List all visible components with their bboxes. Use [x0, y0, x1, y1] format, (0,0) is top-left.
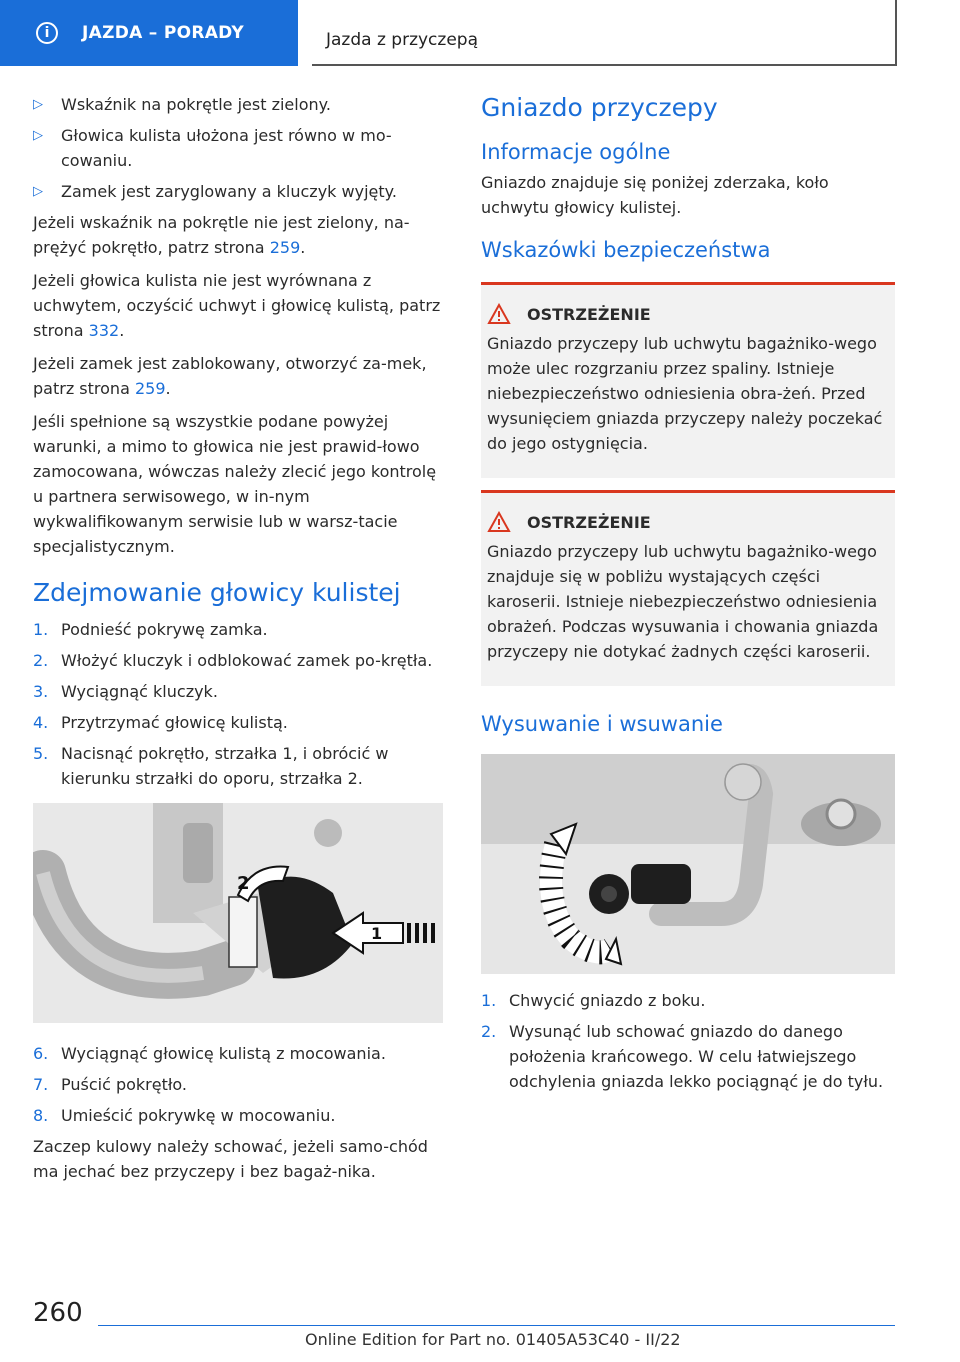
page-number: 260 [33, 1298, 83, 1328]
paragraph: Jeżeli głowica kulista nie jest wyrównana z uchwytem, oczyścić uchwyt i głowicę kulistą, patrz strona 332. [33, 271, 441, 340]
figure-label-2: 2 [237, 873, 250, 894]
warning-title: OSTRZEŻENIE [527, 304, 651, 324]
left-column [33, 92, 443, 1192]
warning-triangle-icon [487, 511, 513, 533]
step-item: 2. Wysunąć lub schować gniazdo do danego położenia krańcowego. W celu łatwiejszego odchylenia gniazda lekko pociągnąć je do tyłu. [481, 1022, 884, 1091]
paragraph: Jeśli spełnione są wszystkie podane powyżej warunki, a mimo to głowica nie jest prawid-łowo zamocowana, wówczas należy zlecić jego kontrolę u partnera serwisowego, w in-nym wykwalifikowanym serwisie lub w warsz-tacie specjalistycznym. [33, 412, 437, 556]
page-title: Jazda z przyczepą [326, 30, 478, 50]
triangle-bullet-icon: ▷ [33, 128, 43, 143]
edition-text: Online Edition for Part no. 01405A53C40 - II/22 [305, 1330, 681, 1349]
socket-extend-figure [481, 754, 895, 974]
subsection-heading: Wysuwanie i wsuwanie [481, 712, 723, 736]
triangle-bullet-icon: ▷ [33, 184, 43, 199]
section-heading: Gniazdo przyczepy [481, 93, 718, 122]
warning-text: Gniazdo przyczepy lub uchwytu bagażniko-wego znajduje się w pobliżu wystających części karoserii. Istnieje niebezpieczeństwo odniesienia obrażeń. Podczas wysuwania i chowania gniazda przyczepy nie dotykać żadnych części karoserii. [487, 542, 879, 661]
warning-box [481, 282, 895, 478]
step-item: 8. Umieścić pokrywkę w mocowaniu. [33, 1106, 336, 1125]
page-link[interactable]: 259 [269, 238, 301, 257]
section-title: JAZDA – PORADY [82, 23, 244, 43]
step-item: 1. Podnieść pokrywę zamka. [33, 620, 268, 639]
warning-triangle-icon [487, 303, 513, 325]
step-item: 6. Wyciągnąć głowicę kulistą z mocowania. [33, 1044, 386, 1063]
step-item: 7. Puścić pokrętło. [33, 1075, 188, 1094]
warning-title: OSTRZEŻENIE [527, 512, 651, 532]
subsection-heading: Informacje ogólne [481, 140, 671, 164]
page-link[interactable]: 332 [88, 321, 120, 340]
step-item: 3. Wyciągnąć kluczyk. [33, 682, 218, 701]
step-item: 1. Chwycić gniazdo z boku. [481, 991, 706, 1010]
warning-text: Gniazdo przyczepy lub uchwytu bagażniko-wego może ulec rozgrzaniu przez spaliny. Istnieje niebezpieczeństwo odniesienia obra-żeń. Przed wysunięciem gniazda przyczepy należy poczekać do jego ostygnięcia. [487, 334, 883, 453]
page-link[interactable]: 259 [134, 379, 166, 398]
list-item: ▷ Głowica kulista ułożona jest równo w mo-cowaniu. [33, 123, 443, 173]
paragraph: Gniazdo znajduje się poniżej zderzaka, koło uchwytu głowicy kulistej. [481, 173, 829, 217]
warning-box [481, 490, 895, 686]
info-icon: i [36, 22, 58, 44]
header-section-tab [0, 0, 298, 66]
header-title-box [312, 0, 897, 66]
list-item: ▷ Wskaźnik na pokrętle jest zielony. [33, 92, 443, 117]
step-item: 5. Nacisnąć pokrętło, strzałka 1, i obrócić w kierunku strzałki do oporu, strzałka 2. [33, 744, 389, 788]
step-item: 2. Włożyć kluczyk i odblokować zamek po-krętła. [33, 651, 433, 670]
list-item: ▷ Zamek jest zaryglowany a kluczyk wyjęty. [33, 179, 443, 204]
right-column [481, 92, 895, 1100]
section-heading: Zdejmowanie głowicy kulistej [33, 578, 401, 607]
paragraph: Jeżeli zamek jest zablokowany, otworzyć za-mek, patrz strona 259. [33, 354, 427, 398]
triangle-bullet-icon: ▷ [33, 97, 43, 112]
paragraph: Zaczep kulowy należy schować, jeżeli samo-chód ma jechać bez przyczepy i bez bagaż-nika. [33, 1137, 428, 1181]
step-item: 4. Przytrzymać głowicę kulistą. [33, 713, 288, 732]
tow-ball-removal-figure [33, 803, 443, 1023]
footer-divider [98, 1325, 895, 1326]
figure-label-1: 1 [371, 924, 383, 943]
paragraph: Jeżeli wskaźnik na pokrętle nie jest zielony, na-prężyć pokrętło, patrz strona 259. [33, 213, 410, 257]
subsection-heading: Wskazówki bezpieczeństwa [481, 238, 771, 262]
